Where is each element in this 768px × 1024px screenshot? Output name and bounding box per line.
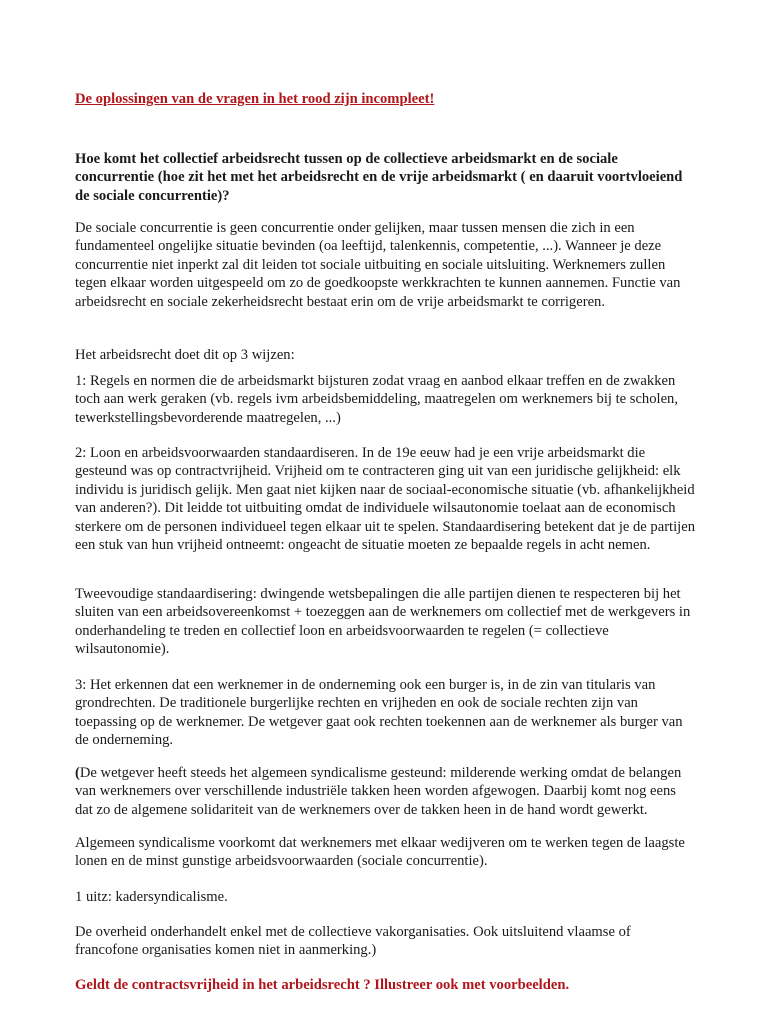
question-heading: Hoe komt het collectief arbeidsrecht tussen op de collectieve arbeidsmarkt en de sociale concurrentie (hoe zit het met het arbeidsrecht en de vrije arbeidsmarkt ( en daaruit voortvloeiend de sociale concurrentie)? [75,151,683,204]
incomplete-notice: De oplossingen van de vragen in het rood zijn incompleet! [75,91,435,107]
paragraph-syndicalism [75,764,697,819]
opening-parenthesis: ( [75,765,80,781]
paragraph-exception: 1 uitz: kadersyndicalisme. [75,889,228,905]
paragraph-general-syndicalism: Algemeen syndicalisme voorkomt dat werknemers met elkaar wedijveren om te werken tegen de laagste lonen en de minst gunstige arbeidsvoorwaarden (sociale concurrentie). [75,835,685,870]
question-contract-freedom: Geldt de contractsvrijheid in het arbeidsrecht ? Illustreer ook met voorbeelden. [75,977,570,993]
syndicalism-text: De wetgever heeft steeds het algemeen syndicalisme gesteund: milderende werking omdat de belangen van werknemers over verschillende industriële takken heen worden afgewogen. Daarbij komt nog eens dat zo de algemene solidariteit van de werknemers over de takken heen in de hand wordt gewerkt. [75,765,682,818]
point-one: 1: Regels en normen die de arbeidsmarkt bijsturen zodat vraag en aanbod elkaar treffen en de zwakken toch aan werk geraken (vb. regels ivm arbeidsbemiddeling, maatregelen om werknemers bij te scholen, tewerkstellingsbevorderende maatregelen, ...) [75,373,678,426]
paragraph-social-competition: De sociale concurrentie is geen concurrentie onder gelijken, maar tussen mensen die zich in een fundamenteel ongelijke situatie bevinden (oa leeftijd, talenkennis, competentie, ...). Wanneer je deze concurrentie niet inperkt zal dit leiden tot sociale uitbuiting en sociale uitsluiting. Werknemers zullen tegen elkaar worden uitgespeeld om zo de goedkoopste werkkrachten te kunnen aannemen. Functie van arbeidsrecht en sociale zekerheidsrecht bestaat erin om de vrije arbeidsmarkt te corrigeren. [75,220,681,310]
point-three: 3: Het erkennen dat een werknemer in de onderneming ook een burger is, in de zin van titularis van grondrechten. De traditionele burgerlijke rechten en vrijheden en ook de sociale rechten zijn van toepassing op de werknemer. De wetgever gaat ook rechten toekennen aan de werknemer als burger van de onderneming. [75,677,683,749]
point-two: 2: Loon en arbeidsvoorwaarden standaardiseren. In de 19e eeuw had je een vrije arbeidsmarkt die gesteund was op contractvrijheid. Vrijheid om te contracteren ging uit van een juridische gelijkheid: elk individu is juridisch gelijk. Men gaat niet kijken naar de sociaal-economische situatie (vb. afhankelijkheid van anderen?). Dit leidde tot uitbuiting omdat de individuele wilsautonomie toelaat aan de economisch sterkere om de personen individueel tegen elkaar uit te spelen. Standaardisering betekent dat je de partijen een stuk van hun vrijheid ontneemt: ongeacht de situatie moeten ze bepaalde regels in acht nemen. [75,445,695,554]
paragraph-twofold-standardisation: Tweevoudige standaardisering: dwingende wetsbepalingen die alle partijen dienen te respecteren bij het sluiten van een arbeidsovereenkomst + toezeggen aan de werknemers om collectief met de werkgevers in onderhandeling te treden en collectief loon en arbeidsvoorwaarden te regelen (= collectieve wilsautonomie). [75,586,691,658]
paragraph-government: De overheid onderhandelt enkel met de collectieve vakorganisaties. Ook uitsluitend vlaamse of francofone organisaties komen niet in aanmerking.) [75,924,631,959]
paragraph-three-ways: Het arbeidsrecht doet dit op 3 wijzen: [75,347,295,363]
